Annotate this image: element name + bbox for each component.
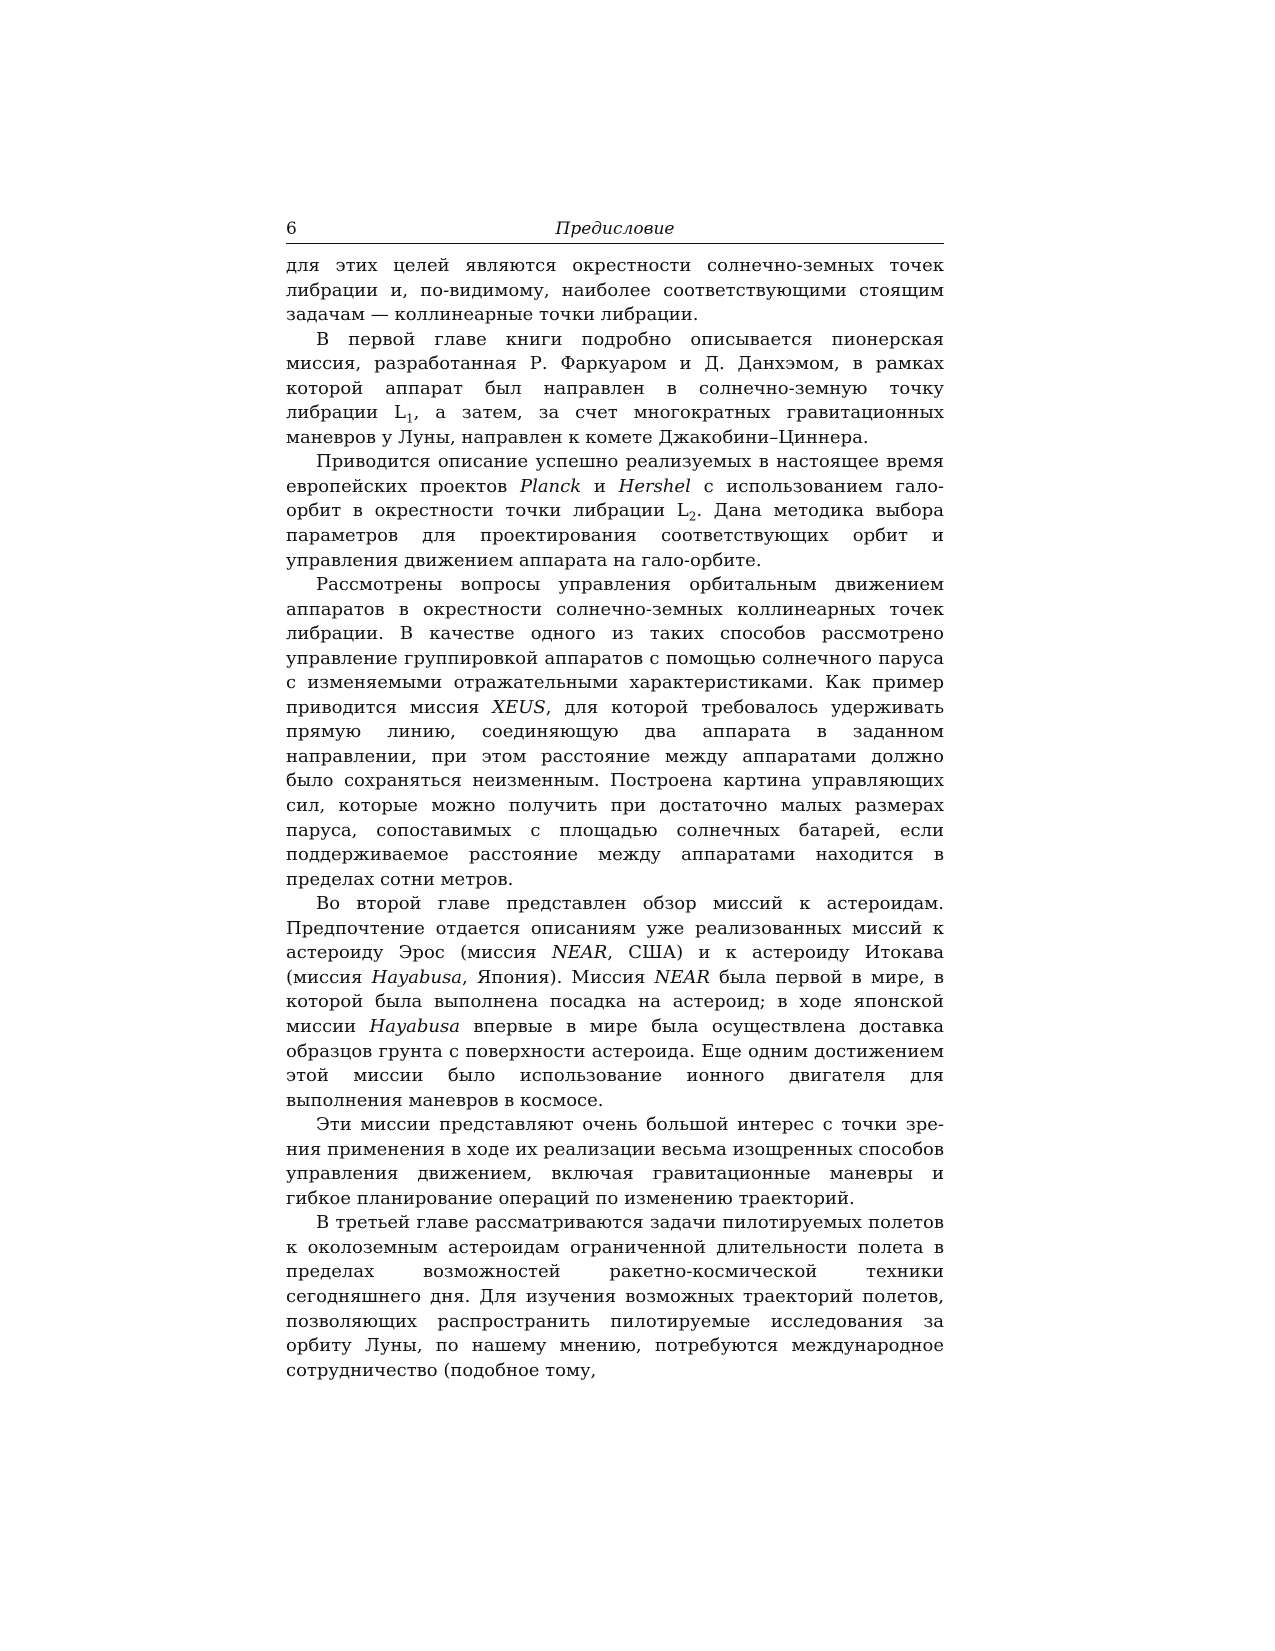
running-head xyxy=(286,219,944,244)
body-text xyxy=(286,254,944,1383)
italic-term: Hershel xyxy=(618,475,691,497)
paragraph xyxy=(286,892,944,1113)
paragraph xyxy=(286,573,944,892)
paragraph xyxy=(286,254,944,328)
text-run: и xyxy=(581,475,619,497)
paragraph xyxy=(286,450,944,573)
italic-term: Hayabusa xyxy=(369,1015,460,1037)
paragraph xyxy=(286,1211,944,1383)
text-run: впервые в мире была осуществлена доставка образцов грунта с поверхности астероида. Еще одним достижением этой миссии было использование ионного двигателя для выполнения маневров в космосе. xyxy=(286,1015,944,1111)
italic-term: Hayabusa xyxy=(371,966,463,988)
text-run: для этих целей являются окрестности солнечно-земных точек либрации и, по-видимому, наиболее соответствующими стоящим задачам — коллинеарные точки либрации. xyxy=(286,255,944,326)
italic-term: NEAR xyxy=(551,942,608,964)
paragraph xyxy=(286,328,944,451)
text-run: была первой в мире, в которой была выполнена посадка на астероид; в ходе японской миссии xyxy=(286,966,944,1037)
italic-term: Planck xyxy=(519,475,582,497)
paragraph xyxy=(286,1113,944,1211)
book-page xyxy=(286,219,944,1383)
subscript: 2 xyxy=(688,510,697,525)
text-run: , Япония). Миссия xyxy=(462,966,655,988)
text-run: Во второй главе представлен обзор миссий к астероидам. Предпочтение отдается описаниям уже реализованных миссий к астероиду Эрос (миссия xyxy=(286,893,944,964)
italic-term: XEUS xyxy=(492,696,546,718)
text-run: Приводится описание успешно реализуемых в настоящее время европейских проектов xyxy=(286,451,944,497)
text-run: В третьей главе рассматриваются задачи пилотируемых полетов к околоземным астероидам ограниченной длительности полета в пределах возможностей ракетно-космической техники сегодняшнего дня. Для изучения возможных траекторий полетов, позволяющих распространить пилотируемые исследования за орбиту Луны, по нашему мнению, потребуются международное сотрудничество (подобное тому, xyxy=(286,1212,944,1381)
page-number: 6 xyxy=(286,219,297,239)
text-run: Эти миссии представляют очень большой интерес с точки зрения применения в ходе их реализации весьма изощренных способов управления движением, включая гравитационные маневры и гибкое планирование операций по изменению траекторий. xyxy=(286,1114,944,1209)
italic-term: NEAR xyxy=(654,966,710,988)
text-run: Рассмотрены вопросы управления орбитальным движением аппаратов в окрестности солнечно-земных коллинеарных точек либрации. В качестве одного из таких способов рассмотрено управление группировкой аппаратов с помощью солнечного паруса с изменяемыми отражательными характеристиками. Как пример приводится миссия xyxy=(286,574,944,718)
text-run: . Дана методика выбора параметров для проектирования соответствующих орбит и управления движением аппарата на гало-орбите. xyxy=(286,500,944,571)
text-run: , для которой требовалось удерживать прямую линию, соединяющую два аппарата в заданном направлении, при этом расстояние между аппаратами должно было сохраняться неизменным. Построена картина управляющих сил, которые можно получить при достаточно малых размерах паруса, сопоставимых с площадью солнечных батарей, если поддерживаемое расстояние между аппаратами находится в пределах сотни метров. xyxy=(286,696,944,890)
subscript: 1 xyxy=(405,411,414,426)
text-run: , США) и к астероиду Итокава (миссия xyxy=(286,942,944,988)
text-run: В первой главе книги подробно описывается пионерская миссия, разработанная Р. Фаркуаром и Д. Данхэмом, в рамках которой аппарат был направлен в солнечно-земную точку либрации L xyxy=(286,328,944,424)
text-run: с использованием гало-орбит в окрестности точки либрации L xyxy=(286,475,944,522)
running-title: Предисловие xyxy=(555,219,675,239)
text-run: , а затем, за счет многократных гравитационных маневров у Луны, направлен к комете Джакобини–Циннера. xyxy=(286,402,944,448)
